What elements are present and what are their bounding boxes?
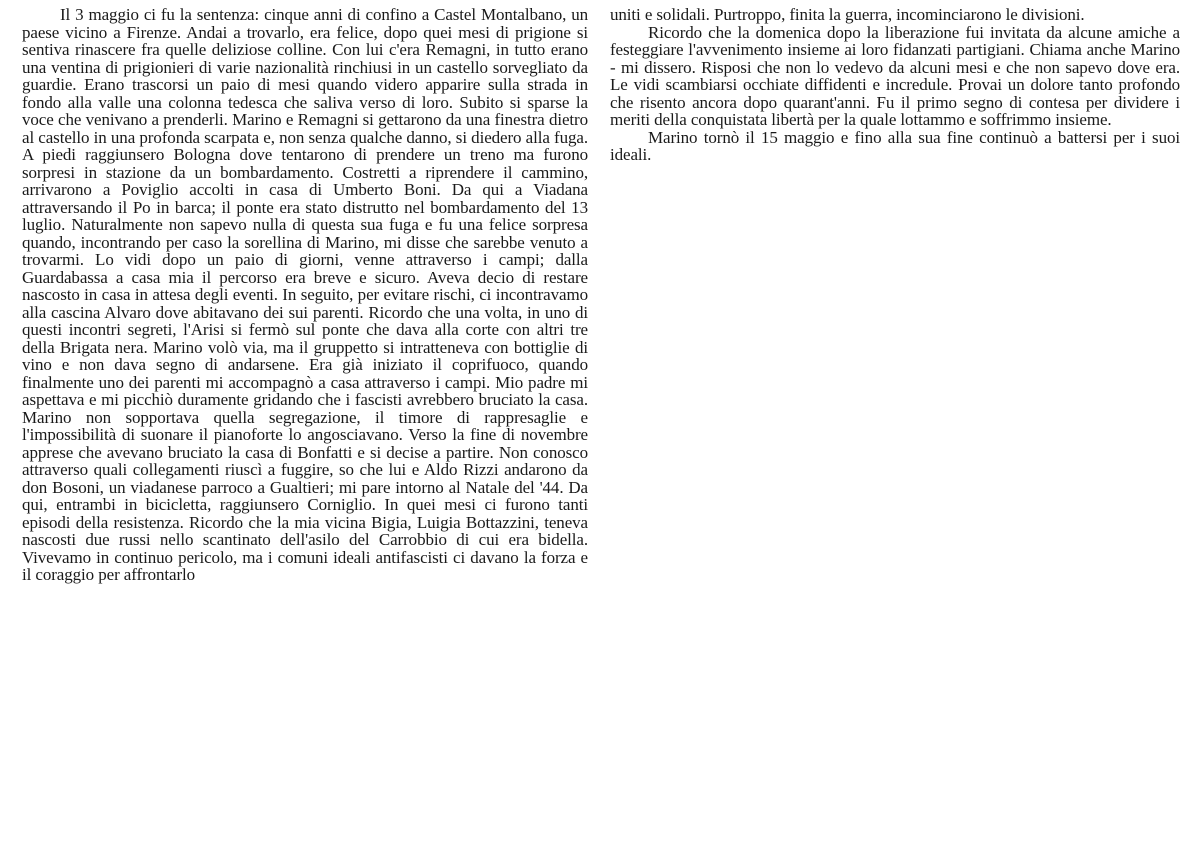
paragraph-marino-returned: Marino tornò il 15 maggio e fino alla sua fine continuò a battersi per i suoi ideali. [610, 127, 1180, 164]
paragraph-sentence-and-escape: Il 3 maggio ci fu la sentenza: cinque anni di confino a Castel Montalbano, un paese vicino a Firenze. Andai a trovarlo, era felice, dopo quei mesi di prigione si sentiva rinascere fra quelle deliziose colline. Con lui c'era Remagni, in tutto erano una ventina di prigionieri di varie nazionalità rinchiusi in un castello sorvegliato da guardie. Erano trascorsi un paio di mesi quando videro apparire sulla strada in fondo alla valle una colonna tedesca che saliva verso di loro. Subito si sparse la voce che venivano a prenderli. Marino e Remagni si gettarono da una finestra dietro al castello in una profonda scarpata e, non senza qualche danno, si diedero alla fuga. A piedi raggiunsero Bologna dove tentarono di prendere un treno ma furono sorpresi in stazione da un bombardamento. Costretti a riprendere il cammino, arrivarono a Poviglio accolti in casa di Umberto Boni. Da qui a Viadana attraversando il Po in barca; il ponte era stato distrutto nel bombardamento del 13 luglio. Naturalmente non sapevo nulla di questa sua fuga e fu una felice sorpresa quando, incontrando per caso la sorellina di Marino, mi disse che sarebbe venuto a trovarmi. Lo vidi dopo un paio di giorni, venne attraverso i campi; dalla Guardabassa a casa mia il percorso era breve e sicuro. Aveva decio di restare nascosto in casa in attesa degli eventi. In seguito, per evitare rischi, ci incontravamo alla cascina Alvaro dove abitavano dei sui parenti. Ricordo che una volta, in uno di questi incontri segreti, l'Arisi si fermò sul ponte che dava alla corte con altri tre della Brigata nera. Marino volò via, ma il gruppetto si intratteneva con bottiglie di vino e non dava segno di andarsene. Era già iniziato il coprifuoco, quando finalmente uno dei parenti mi accompagnò a casa attraverso i campi. Mio padre mi aspettava e mi picchiò duramente gridando che i fascisti avrebbero bruciato la casa. Marino non sopportava quella segregazione, il timore di rappresaglie e l'impossibilità di suonare il pianoforte lo angosciavano. Verso la fine di novembre apprese che avevano bruciato la casa di Bonfatti e si decise a partire. Non conosco attraverso quali collegamenti riuscì a fuggire, so che lui e Aldo Rizzi andarono da don Bosoni, un viadanese parroco a Gualtieri; mi pare intorno al Natale del '44. Da qui, entrambi in bicicletta, raggiunsero Corniglio. In quei mesi ci furono tanti episodi della resistenza. Ricordo che la mia vicina Bigia, Luigia Bottazzini, teneva nascosti due russi nello scantinato dell'asilo del Carrobbio di cui era bidella. Vivevamo in continuo pericolo, ma i comuni ideali antifascisti ci davano la forza e il coraggio per affrontarlo [22, 5, 588, 584]
paragraph-liberation-sunday: Ricordo che la domenica dopo la liberazione fui invitata da alcune amiche a festeggiare l'avvenimento insieme ai loro fidanzati partigiani. Chiama anche Marino - mi dissero. Risposi che non lo vedevo da alcuni mesi e che non sapevo dove era. Le vidi scambiarsi occhiate diffidenti e incredule. Provai un dolore tanto profondo che risento ancora dopo quarant'anni. Fu il primo segno di contesa per dividere i meriti della conquistata libertà per la quale lottammo e soffrimmo insieme. [610, 22, 1180, 129]
paragraph-continuation: uniti e solidali. Purtroppo, finita la guerra, incominciarono le divisioni. [610, 5, 1085, 24]
left-column [22, 6, 588, 584]
right-column [610, 6, 1180, 164]
